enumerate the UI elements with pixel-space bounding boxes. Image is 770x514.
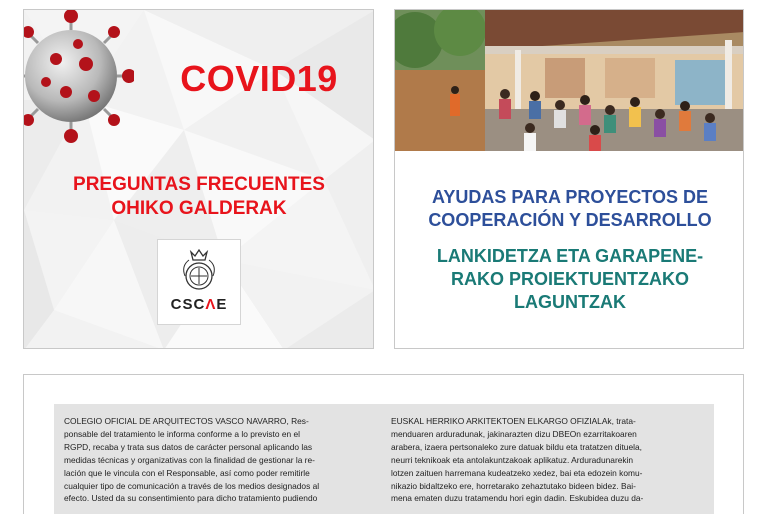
grants-title-eu <box>405 245 735 314</box>
cooperation-grants-card[interactable] <box>394 9 744 349</box>
privacy-text-es: COLEGIO OFICIAL DE ARQUITECTOS VASCO NAVARRO, Res- ponsable del tratamiento le informa conforme a lo previsto en el RGPD, recaba y trata sus datos de carácter personal aplicando las medidas técnicas y organizativas con la finalidad de gestionar la re- lación que le vincula con el Responsable, así como poder remitirle cualquier tipo de comunicación a través de los medios designados al efecto. Usted da su consentimiento para dicho tratamiento pudiendo <box>64 416 320 504</box>
community-meeting-photo <box>395 10 744 151</box>
privacy-notice-panel <box>23 374 744 514</box>
grants-title-es-line2: COOPERACIÓN Y DESARROLLO <box>428 210 712 230</box>
crown-shield-icon <box>177 246 221 294</box>
grants-title-eu-line2: RAKO PROIEKTUENTZAKO <box>451 269 689 289</box>
grants-title-eu-line1: LANKIDETZA ETA GARAPENE- <box>436 246 704 266</box>
coronavirus-icon <box>23 9 134 154</box>
cscae-logo-text: CSCΛE <box>170 296 228 313</box>
privacy-text-eu: EUSKAL HERRIKO ARKITEKTOEN ELKARGO OFIZIALAk, trata- menduaren arduradunak, jakinarazten dizu DBEOn ezarritakoaren arabera, izaera pertsonaleko zure datuak bildu eta tratatzen dituela, neurri teknikoak eta antolakuntzakoak aplikatuz. Arduradunarekin lotzen zaituen harremana kudeatzeko xedez, bai eta edozein komu- nikazio bidaltzeko ere, horretarako zehaztutako bideen bidez. Bai- mena ematen duzu tratamendu hori egin dadin. Eskubidea duzu da- <box>391 416 644 504</box>
grants-title-eu-line3: LAGUNTZAK <box>514 292 626 312</box>
privacy-notice-box <box>54 404 714 514</box>
faq-subtitle <box>44 173 354 221</box>
faq-subtitle-eu: OHIKO GALDERAK <box>111 198 287 219</box>
grants-title-es-line1: AYUDAS PARA PROYECTOS DE <box>431 187 709 207</box>
covid-title: COVID19 <box>180 58 338 99</box>
grants-title-es <box>405 186 735 232</box>
cscae-logo <box>157 239 241 325</box>
faq-subtitle-es: PREGUNTAS FRECUENTES <box>73 174 325 195</box>
covid-faq-card[interactable] <box>23 9 374 349</box>
